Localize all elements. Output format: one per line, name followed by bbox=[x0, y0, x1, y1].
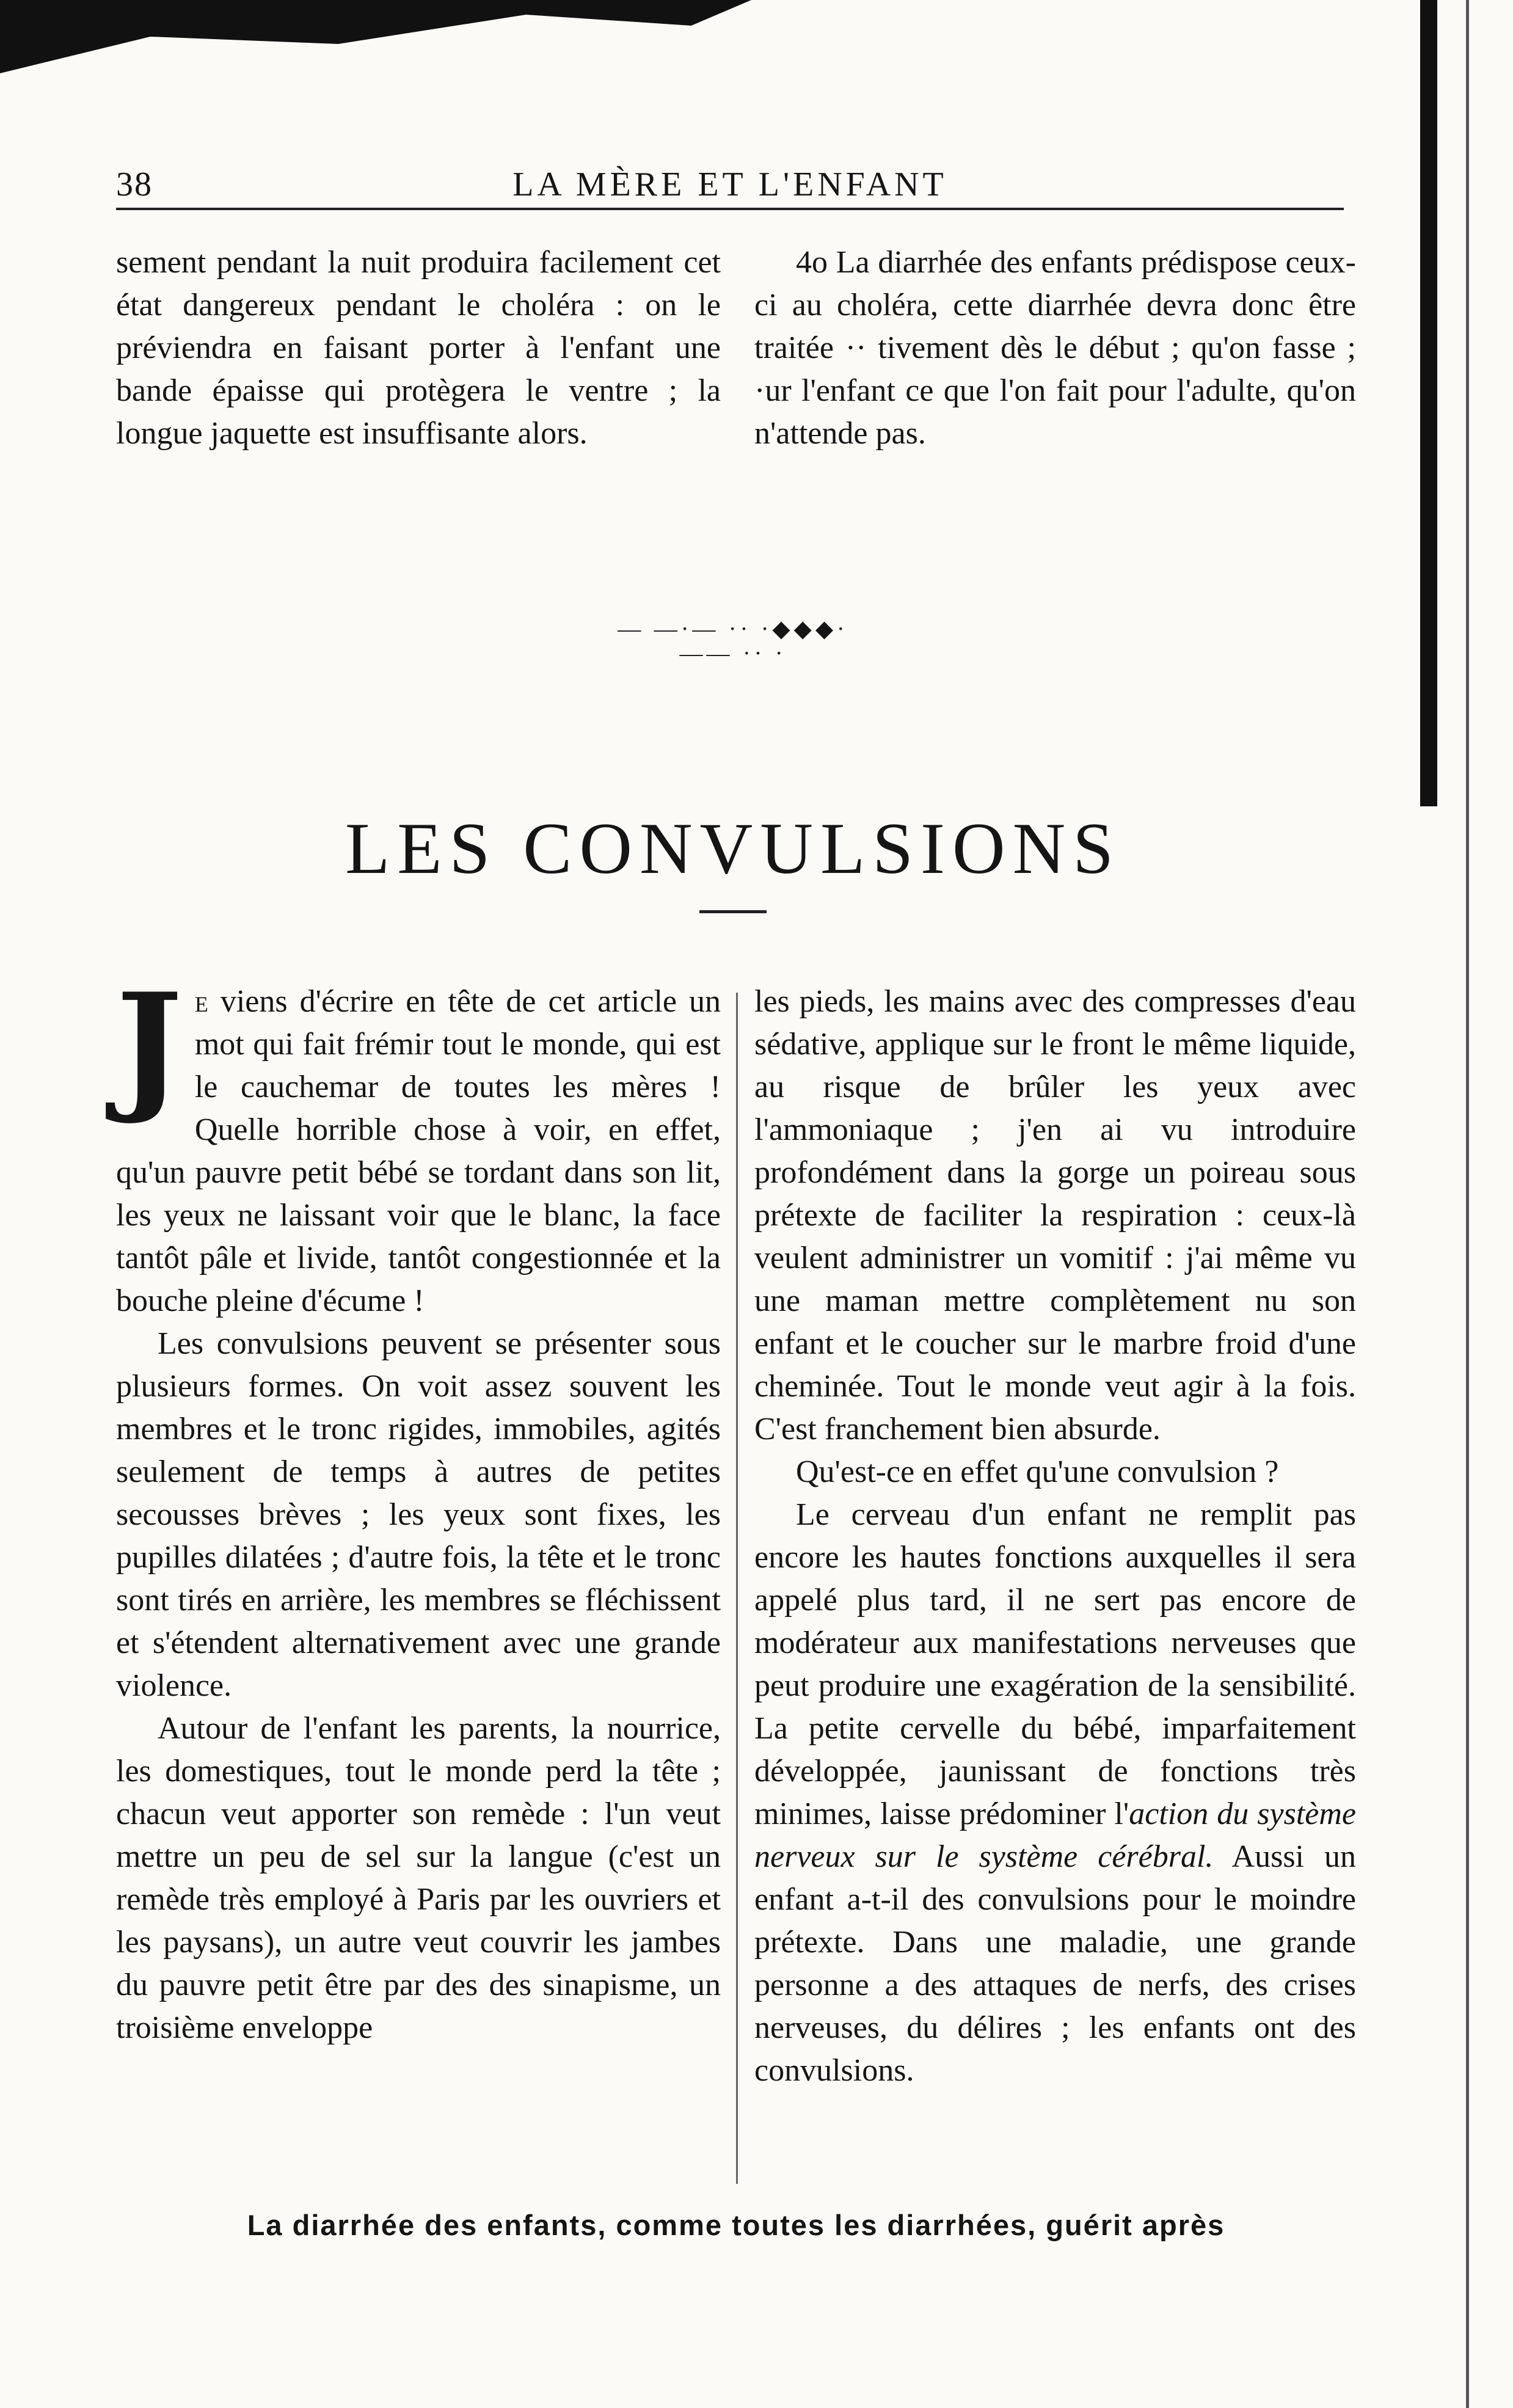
top-right-column bbox=[754, 241, 1356, 455]
first-paragraph-text: viens d'écrire en tête de cet article un mot qui fait frémir tout le monde, qui est le cauchemar de toutes les mères ! Quelle horrible chose à voir, en effet, qu'un pauvre petit bébé se tordant dans son lit, les yeux ne laissant voir que le blanc, la face tantôt pâle et livide, tantôt congestionnée et la bouche pleine d'écume ! bbox=[116, 984, 721, 1318]
title-rule bbox=[699, 910, 767, 913]
top-right-paragraph: 4o La diarrhée des enfants prédispose ceux-ci au choléra, cette diarrhée devra donc être traitée ·· tivement dès le début ; qu'on fasse ; ·ur l'enfant ce que l'on fait pour l'adulte, qu'on n'attende pas. bbox=[754, 245, 1356, 451]
running-title: LA MÈRE ET L'ENFANT bbox=[512, 166, 947, 203]
brain-paragraph-start: Le cerveau d'un enfant ne remplit pas encore les hautes fonctions auxquelles il sera appelé plus tard, il ne sert pas encore de modérateur aux manifestations nerveuses que peut produire une exagération de la sensibilité. La petite cervelle du bébé, imparfaitement développée, jaunissant de fonctions très minimes, laisse prédominer l' bbox=[754, 1497, 1356, 1831]
scan-edge-bar bbox=[1420, 0, 1437, 806]
top-left-column bbox=[116, 241, 721, 455]
footer-note: La diarrhée des enfants, comme toutes les diarrhées, guérit après bbox=[247, 2209, 1225, 2241]
brain-paragraph bbox=[754, 1494, 1356, 2092]
page-number: 38 bbox=[116, 166, 153, 203]
second-paragraph: Les convulsions peuvent se présenter sous plusieurs formes. On voit assez souvent les membres et le tronc rigides, immobiles, agités seulement de temps à autres de petites secousses brèves ; les yeux sont fixes, les pupilles dilatées ; d'autre fois, la tête et le tronc sont tirés en arrière, les membres se fléchissent et s'étendent alternativement avec une grande violence. bbox=[116, 1326, 721, 1703]
brain-paragraph-end: Aussi un enfant a-t-il des convulsions pour le moindre prétexte. Dans une maladie, une grande personne a des attaques de nerfs, des crises nerveuses, du délires ; les enfants ont des convulsions. bbox=[754, 1839, 1356, 2088]
first-word-rest: e bbox=[194, 984, 208, 1019]
first-paragraph bbox=[116, 963, 721, 1323]
top-left-paragraph: sement pendant la nuit produira facilement cet état dangereux pendant le choléra : on le préviendra en faisant porter à l'enfant une bande épaisse qui protègera le ventre ; la longue jaquette est insuffisante alors. bbox=[116, 245, 721, 451]
article-right-column bbox=[754, 980, 1356, 2092]
brain-paragraph-italic: action du système nerveux sur le système cérébral. bbox=[754, 1797, 1357, 1874]
decorative-ornament: — —·— ·· ·◆◆◆·—— ·· · bbox=[618, 616, 848, 666]
question-paragraph: Qu'est-ce en effet qu'une convulsion ? bbox=[796, 1454, 1279, 1489]
article-left-column bbox=[116, 963, 721, 2049]
scan-damage-top-left bbox=[0, 0, 751, 73]
right-continuation-paragraph: les pieds, les mains avec des compresses d'eau sédative, applique sur le front le même liquide, au risque de brûler les yeux avec l'ammoniaque ; j'en ai vu introduire profondément dans la gorge un poireau sous prétexte de faciliter la respiration : ceux-là veulent administrer un vomitif : j'ai même vu une maman mettre complètement nu son enfant et le coucher sur le marbre froid d'une cheminée. Tout le monde veut agir à la fois. C'est franchement bien absurde. bbox=[754, 984, 1356, 1447]
column-divider bbox=[736, 993, 738, 2184]
scan-edge-line bbox=[1466, 0, 1469, 2408]
dropcap-letter: J bbox=[116, 963, 183, 1128]
third-paragraph: Autour de l'enfant les parents, la nourrice, les domestiques, tout le monde perd la tête ; chacun veut apporter son remède : l'un veut mettre un peu de sel sur la langue (c'est un remède très employé à Paris par les ouvriers et les paysans), un autre veut couvrir les jambes du pauvre petit être par des des sinapisme, un troisième enveloppe bbox=[116, 1711, 721, 2045]
page-header bbox=[116, 165, 1344, 210]
section-title: LES CONVULSIONS bbox=[345, 808, 1121, 889]
